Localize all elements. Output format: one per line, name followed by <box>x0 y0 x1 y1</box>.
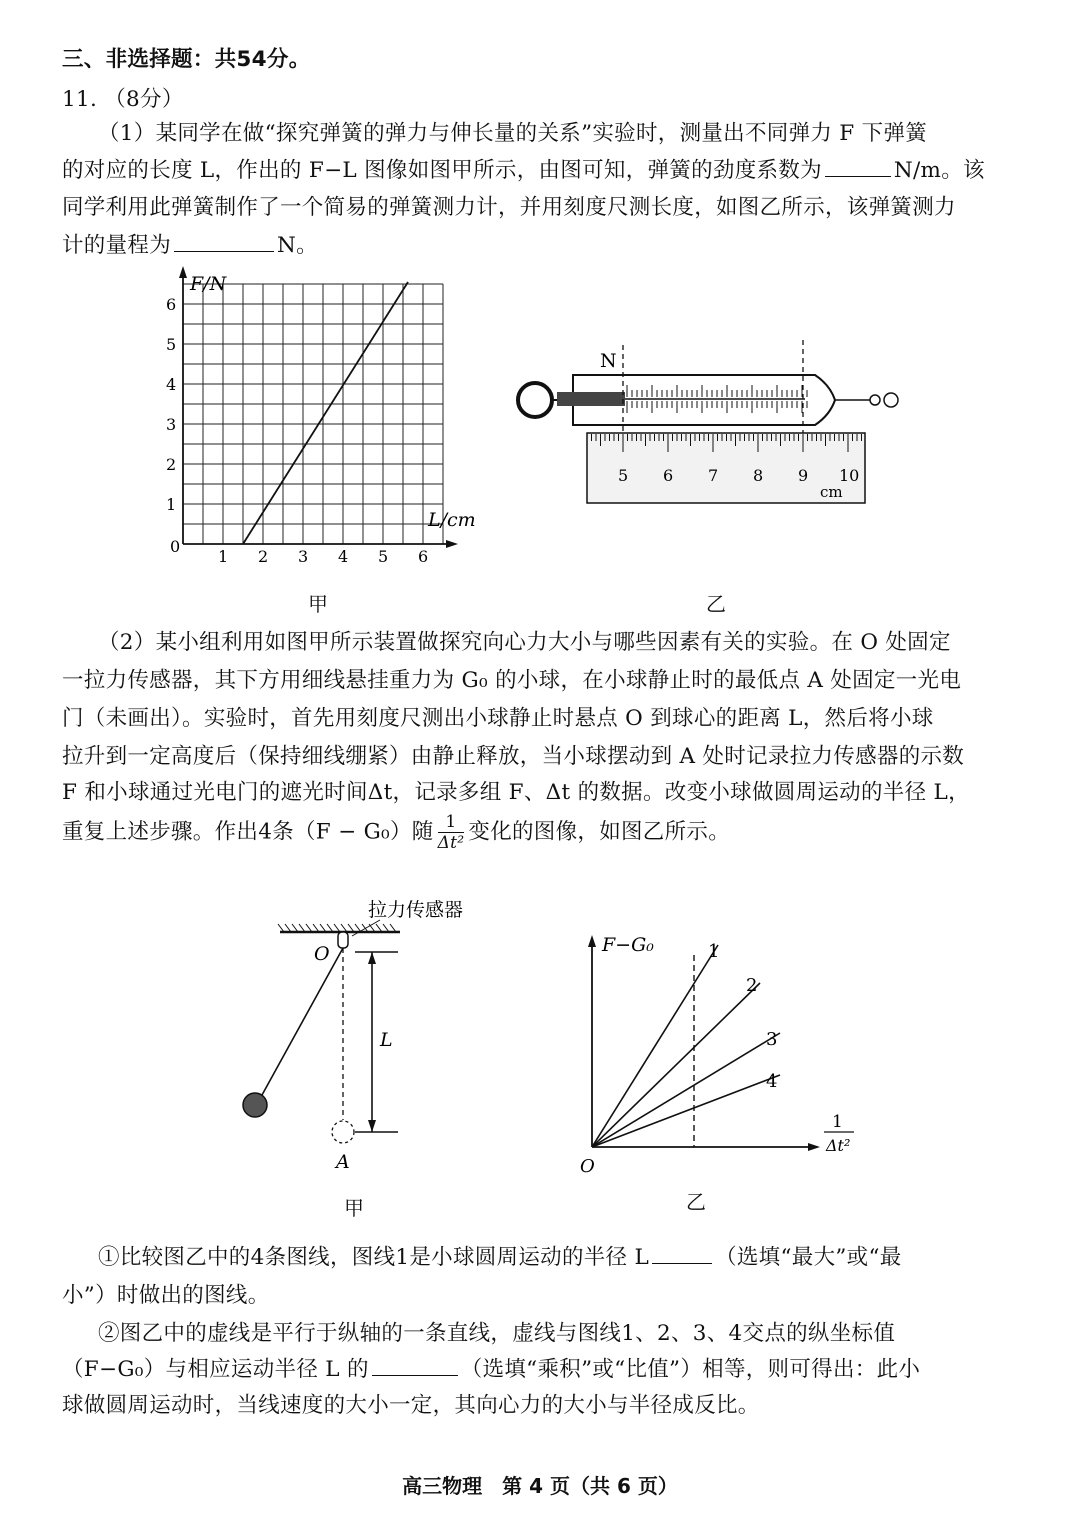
fl-y-tick: 6 <box>166 295 177 314</box>
fg-graph <box>570 925 870 1180</box>
ruler-number: 9 <box>798 466 809 485</box>
fl-x-tick: 6 <box>418 547 429 566</box>
ruler-number: 10 <box>839 466 860 485</box>
fig2-caption-right: 乙 <box>686 1190 706 1214</box>
rest-ball <box>332 1121 354 1143</box>
sub1-line2: 小”）时做出的图线。 <box>62 1283 270 1308</box>
pivot-o-label: O <box>314 943 330 965</box>
p2-line4: 拉升到一定高度后（保持细线绷紧）由静止释放，当小球摆动到 A 处时记录拉力传感器的示数 <box>62 744 965 769</box>
p2-line6 <box>62 812 730 853</box>
p2-line6-text: 重复上述步骤。作出4条（F − G₀）随 <box>62 819 434 845</box>
fl-x-label: L/cm <box>428 509 476 531</box>
p2-fraction: $\frac{1}{\text{Δt²}}$ <box>437 812 465 853</box>
pendulum-figure <box>230 890 510 1190</box>
fl-y-tick: 3 <box>166 415 177 434</box>
fg-y-label: F−G₀ <box>602 934 654 956</box>
fl-y-tick: 4 <box>166 375 177 394</box>
fg-line-2 <box>592 983 760 1147</box>
fg-x-frac-den: Δt² <box>826 1136 851 1155</box>
fig1-caption-right: 乙 <box>706 592 726 616</box>
answer-blank-radius[interactable] <box>652 1243 712 1264</box>
length-label: L <box>380 1029 393 1051</box>
fg-line-label: 1 <box>708 941 720 962</box>
scale-ring <box>518 383 552 417</box>
ruler-number: 7 <box>708 466 719 485</box>
force-sensor <box>338 932 348 948</box>
fl-x-tick: 4 <box>338 547 349 566</box>
fl-x-arrow <box>446 540 458 548</box>
ruler-number: 5 <box>618 466 629 485</box>
sub2-line1: ②图乙中的虚线是平行于纵轴的一条直线，虚线与图线1、2、3、4交点的纵坐标值 <box>98 1321 896 1346</box>
fg-line-4 <box>592 1075 780 1147</box>
question-score: （8分） <box>104 87 184 112</box>
p2-line6-end: 变化的图像，如图乙所示。 <box>468 819 731 845</box>
fl-graph <box>150 262 480 572</box>
fl-origin: 0 <box>170 537 181 556</box>
answer-blank-range[interactable] <box>174 231 274 252</box>
fl-y-arrow <box>179 266 187 278</box>
fl-x-tick: 5 <box>378 547 389 566</box>
p2-line3: 门（未画出）。实验时，首先用刻度尺测出小球静止时悬点 O 到球心的距离 L，然后将小球 <box>62 706 934 731</box>
question-header <box>62 82 184 113</box>
fig1-caption-left: 甲 <box>308 592 328 616</box>
fl-y-tick: 5 <box>166 335 177 354</box>
section-title: 三、非选择题：共54分。 <box>62 47 311 72</box>
pendulum-string <box>262 948 343 1095</box>
point-a-label: A <box>336 1151 350 1173</box>
p1-line2-unit: N/m。该 <box>893 158 985 183</box>
p2-line5: F 和小球通过光电门的遮光时间Δt，记录多组 F、Δt 的数据。改变小球做圆周运动的半径 L， <box>62 780 970 805</box>
page-footer: 高三物理 第 4 页（共 6 页） <box>402 1474 678 1498</box>
question-number: 11. <box>62 87 98 112</box>
sub2-line2 <box>62 1352 920 1383</box>
sub1-options: （选填“最大”或“最 <box>715 1245 902 1270</box>
scale-n-label: N <box>600 350 617 372</box>
answer-blank-relation[interactable] <box>372 1355 458 1376</box>
fg-x-frac-num: 1 <box>832 1112 843 1132</box>
ruler-number: 6 <box>663 466 674 485</box>
fl-y-tick: 1 <box>166 495 177 514</box>
fl-y-label: F/N <box>190 273 227 295</box>
scale-spring <box>557 392 625 406</box>
fg-line-1 <box>592 945 718 1147</box>
fl-y-tick: 2 <box>166 455 177 474</box>
p1-line2-text: 的对应的长度 L，作出的 F−L 图像如图甲所示，由图可知，弹簧的劲度系数为 <box>62 158 822 183</box>
p2-line2: 一拉力传感器，其下方用细线悬挂重力为 G₀ 的小球，在小球静止时的最低点 A 处固定一光电 <box>62 668 962 693</box>
sensor-label: 拉力传感器 <box>368 899 464 921</box>
sub1-line1 <box>98 1240 902 1271</box>
p1-line4 <box>62 228 318 259</box>
p2-line1: （2）某小组利用如图甲所示装置做探究向心力大小与哪些因素有关的实验。在 O 处固定 <box>98 630 951 655</box>
p1-line2 <box>62 153 985 184</box>
sub2-line3: 球做圆周运动时，当线速度的大小一定，其向心力的大小与半径成反比。 <box>62 1393 760 1418</box>
fg-line-3 <box>592 1033 780 1147</box>
fl-x-tick: 3 <box>298 547 309 566</box>
sub2-text: （F−G₀）与相应运动半径 L 的 <box>62 1357 369 1382</box>
fig2-caption-left: 甲 <box>344 1196 364 1220</box>
fg-line-label: 4 <box>766 1071 778 1092</box>
pendulum-ball <box>243 1093 267 1117</box>
fl-x-tick: 1 <box>218 547 229 566</box>
ruler-number: 8 <box>753 466 764 485</box>
p1-line4-unit: N。 <box>277 233 318 258</box>
sub1-text: ①比较图乙中的4条图线，图线1是小球圆周运动的半径 L <box>98 1245 650 1270</box>
ruler-unit: cm <box>820 483 843 501</box>
fl-x-tick: 2 <box>258 547 269 566</box>
sub2-options: （选填“乘积”或“比值”）相等，则可得出：此小 <box>460 1357 921 1382</box>
spring-scale-figure <box>505 335 900 515</box>
scale-hook <box>884 393 898 407</box>
fg-line-label: 3 <box>766 1029 778 1050</box>
sensor-leader <box>352 920 380 936</box>
p1-line4-text: 计的量程为 <box>62 233 172 258</box>
p1-line1: （1）某同学在做“探究弹簧的弹力与伸长量的关系”实验时，测量出不同弹力 F 下弹簧 <box>98 121 928 146</box>
p1-line3: 同学利用此弹簧制作了一个简易的弹簧测力计，并用刻度尺测长度，如图乙所示，该弹簧测力 <box>62 195 956 220</box>
fg-origin: O <box>580 1156 595 1177</box>
fg-line-label: 2 <box>746 975 758 996</box>
answer-blank-stiffness[interactable] <box>825 156 891 177</box>
